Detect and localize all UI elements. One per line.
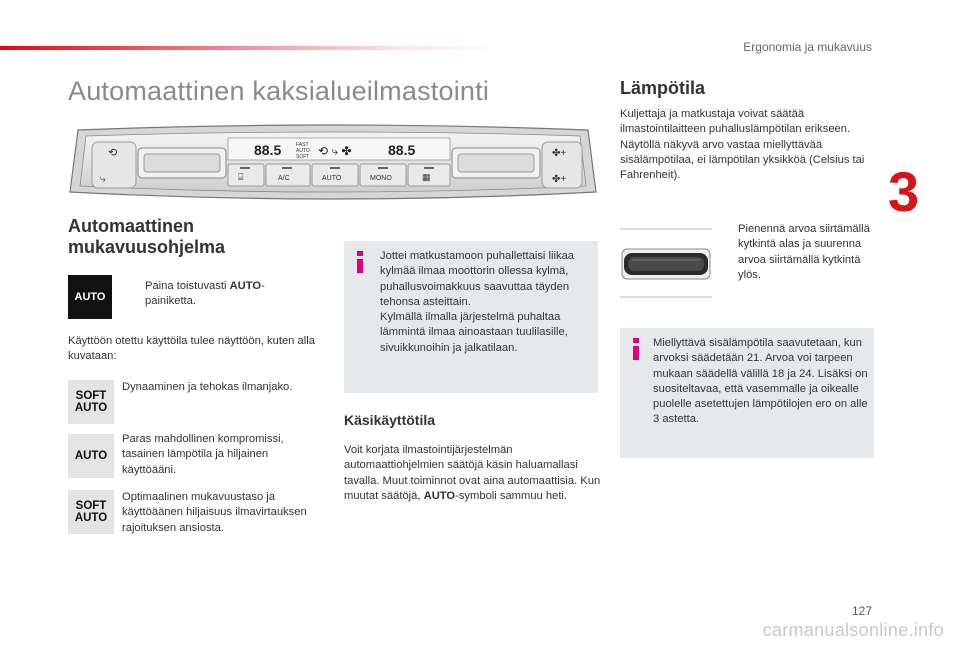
svg-text:⟲ ⤷ ✤: ⟲ ⤷ ✤ bbox=[318, 144, 352, 158]
auto-intro-text: Käyttöön otettu käyttöila tulee näyttöön, kuten alla kuvataan: bbox=[68, 335, 315, 363]
climate-control-panel-illustration bbox=[68, 122, 598, 204]
mode-description: Paras mahdollinen kompromissi, tasainen lämpötila ja hiljainen käyttöääni. bbox=[122, 433, 284, 476]
svg-text:⤷: ⤷ bbox=[100, 174, 106, 185]
info-box-comfort-temperature bbox=[620, 328, 874, 458]
svg-text:⟲: ⟲ bbox=[108, 147, 118, 159]
mono-button-label: MONO bbox=[370, 175, 392, 182]
svg-text:▦: ▦ bbox=[422, 172, 431, 182]
svg-text:✤+: ✤+ bbox=[552, 174, 567, 185]
auto-instruction: Paina toistuvasti AUTO-painiketta. bbox=[145, 280, 265, 308]
info-box-cold-engine bbox=[344, 241, 598, 393]
soft-auto-mode-icon: SOFT AUTO bbox=[68, 380, 114, 424]
temperature-instruction: Pienennä arvoa siirtämällä kytkintä alas ja suurenna arvoa siirtämällä kytkintä ylös. bbox=[738, 223, 870, 281]
mode-label-fast: FAST bbox=[296, 142, 309, 148]
section-title: Ergonomia ja mukavuus bbox=[743, 40, 872, 54]
temperature-section-heading: Lämpötila bbox=[620, 78, 706, 98]
ac-button-label: A/C bbox=[278, 175, 290, 182]
mode-description: Dynaaminen ja tehokas ilmanjako. bbox=[122, 381, 293, 393]
auto-button-icon: AUTO bbox=[68, 275, 112, 319]
info-box-text: Jottei matkustamoon puhallettaisi liikaa kylmää ilmaa moottorin ollessa kylmä, puhallusvoimakkuus saavuttaa täyden tehonsa asteittain. Kylmällä ilmalla järjestelmä puhaltaa lämmintä ilmaa ainoastaan tuulilasille, sivuikkunoihin ja jalkatilaan. bbox=[380, 250, 575, 354]
mode-label-soft: SOFT bbox=[296, 154, 310, 160]
temperature-switch-illustration bbox=[620, 225, 712, 301]
soft-auto-mode-icon: SOFT AUTO bbox=[68, 490, 114, 534]
header-accent-bar bbox=[0, 46, 500, 50]
auto-section-heading: Automaattinen mukavuusohjelma bbox=[68, 216, 226, 257]
manual-section-heading: Käsikäyttötila bbox=[344, 412, 436, 428]
temperature-intro-text: Kuljettaja ja matkustaja voivat säätää ilmastointilaitteen puhalluslämpötilan erikseen. Näytöllä näkyvä arvo vastaa miellyttävää sisälämpötilaa, ei lämpötilan yksikköä (Celsius tai Fahrenheit). bbox=[620, 108, 865, 182]
svg-text:✤+: ✤+ bbox=[552, 148, 567, 159]
info-icon bbox=[633, 338, 639, 360]
auto-mode-icon: AUTO bbox=[68, 434, 114, 478]
page-title: Automaattinen kaksialueilmastointi bbox=[68, 76, 490, 106]
mode-label-auto: AUTO bbox=[296, 148, 310, 154]
left-temperature-display: 88.5 bbox=[254, 142, 282, 158]
info-icon bbox=[357, 251, 363, 273]
auto-button-label: AUTO bbox=[322, 175, 342, 182]
page-number: 127 bbox=[851, 604, 872, 618]
mode-description: Optimaalinen mukavuustaso ja käyttöäänen hiljaisuus ilmavirtauksen rajoituksen ansiosta. bbox=[122, 491, 307, 534]
watermark: carmanualsonline.info bbox=[762, 620, 944, 640]
chapter-number: 3 bbox=[888, 160, 920, 223]
info-box-text: Miellyttävä sisälämpötila saavutetaan, kun arvoksi säädetään 21. Arvoa voi tarpeen mukaan säädellä välillä 18 ja 24. Lisäksi on suositeltavaa, että vasemmalle ja oikealle puolelle asetettujen lämpötilojen ero on alle 3 astetta. bbox=[653, 337, 868, 426]
manual-section-text: Voit korjata ilmastointijärjestelmän automaattiohjelmien säätöjä käsin haluamallasi tavalla. Muut toiminnot ovat aina automaattisia. Kun muutat säätöjä, AUTO-symboli sammuu heti. bbox=[344, 444, 601, 502]
right-temperature-display: 88.5 bbox=[388, 142, 416, 158]
svg-text:⌸: ⌸ bbox=[238, 172, 244, 182]
